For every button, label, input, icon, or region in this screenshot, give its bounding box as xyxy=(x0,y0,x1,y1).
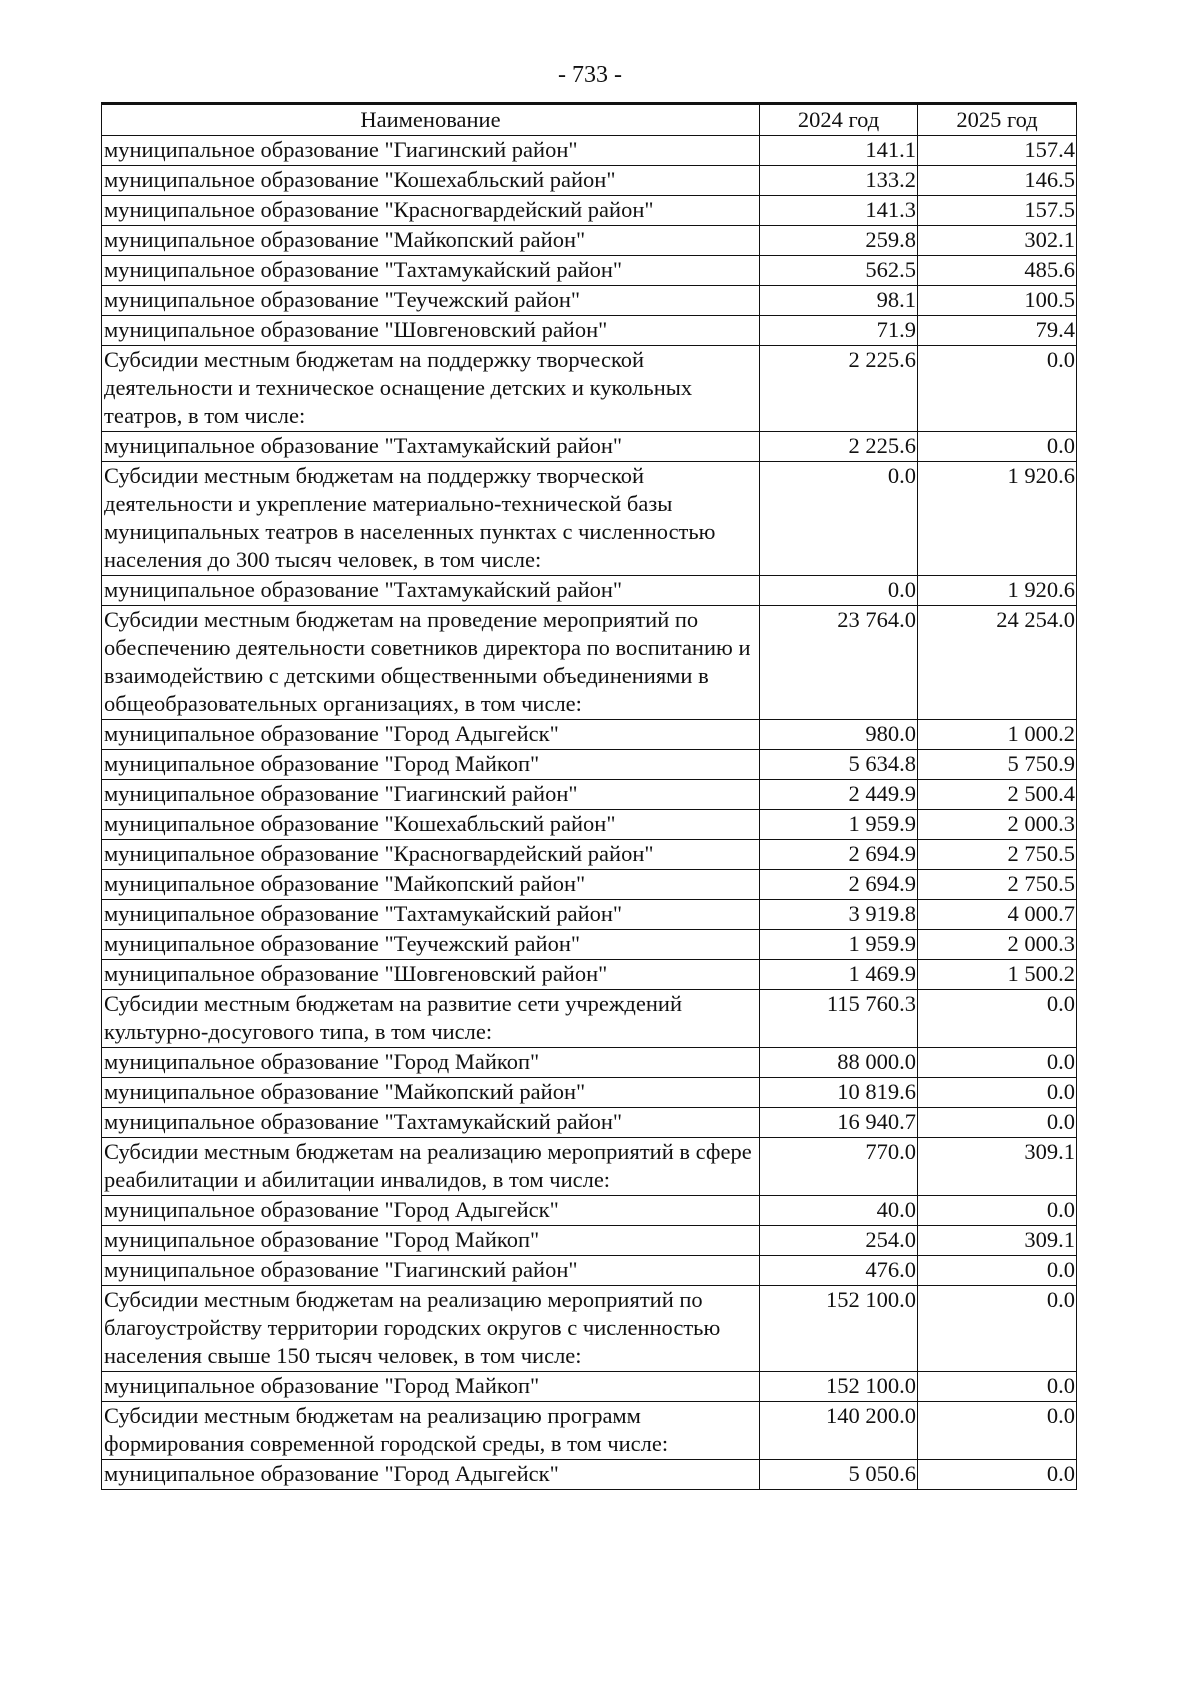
row-name-cell: муниципальное образование "Теучежский район" xyxy=(102,930,760,960)
page-number: - 733 - xyxy=(558,62,622,88)
value-2025-cell: 1 000.2 xyxy=(918,720,1077,750)
header-2025: 2025 год xyxy=(918,104,1077,136)
value-2024-cell: 254.0 xyxy=(760,1226,918,1256)
table-row xyxy=(102,1108,1077,1138)
value-2024-cell: 10 819.6 xyxy=(760,1078,918,1108)
value-2024-cell: 71.9 xyxy=(760,316,918,346)
row-name-cell: муниципальное образование "Тахтамукайский район" xyxy=(102,900,760,930)
table-row xyxy=(102,196,1077,226)
value-2024-cell: 5 634.8 xyxy=(760,750,918,780)
table-row xyxy=(102,576,1077,606)
value-2025-cell: 0.0 xyxy=(918,1286,1077,1372)
value-2025-cell: 0.0 xyxy=(918,1372,1077,1402)
row-name-cell: муниципальное образование "Город Адыгейск" xyxy=(102,720,760,750)
value-2024-cell: 3 919.8 xyxy=(760,900,918,930)
value-2024-cell: 152 100.0 xyxy=(760,1372,918,1402)
row-name-cell: муниципальное образование "Кошехабльский район" xyxy=(102,166,760,196)
table-row xyxy=(102,1078,1077,1108)
table-row xyxy=(102,286,1077,316)
value-2025-cell: 1 920.6 xyxy=(918,462,1077,576)
value-2025-cell: 2 000.3 xyxy=(918,930,1077,960)
table-row xyxy=(102,1286,1077,1372)
table-row xyxy=(102,432,1077,462)
value-2025-cell: 309.1 xyxy=(918,1226,1077,1256)
value-2025-cell: 0.0 xyxy=(918,432,1077,462)
value-2025-cell: 0.0 xyxy=(918,1402,1077,1460)
table-row xyxy=(102,900,1077,930)
value-2025-cell: 0.0 xyxy=(918,1256,1077,1286)
row-name-cell: муниципальное образование "Красногвардейский район" xyxy=(102,840,760,870)
row-name-cell: муниципальное образование "Майкопский район" xyxy=(102,870,760,900)
row-name-cell: муниципальное образование "Город Майкоп" xyxy=(102,1226,760,1256)
budget-table xyxy=(101,102,1077,1490)
row-name-cell: муниципальное образование "Тахтамукайский район" xyxy=(102,432,760,462)
row-name-cell: Субсидии местным бюджетам на поддержку творческой деятельности и укрепление материально-технической базы муниципальных театров в населенных пунктах с численностью населения до 300 тысяч человек, в том числе: xyxy=(102,462,760,576)
value-2025-cell: 2 000.3 xyxy=(918,810,1077,840)
table-row xyxy=(102,1048,1077,1078)
row-name-cell: Субсидии местным бюджетам на развитие сети учреждений культурно-досугового типа, в том числе: xyxy=(102,990,760,1048)
table-row xyxy=(102,1196,1077,1226)
header-name: Наименование xyxy=(102,104,760,136)
table-row xyxy=(102,990,1077,1048)
row-name-cell: муниципальное образование "Майкопский район" xyxy=(102,226,760,256)
table-row xyxy=(102,316,1077,346)
row-name-cell: Субсидии местным бюджетам на реализацию мероприятий в сфере реабилитации и абилитации инвалидов, в том числе: xyxy=(102,1138,760,1196)
row-name-cell: муниципальное образование "Теучежский район" xyxy=(102,286,760,316)
table-row xyxy=(102,256,1077,286)
value-2025-cell: 157.4 xyxy=(918,136,1077,166)
value-2024-cell: 0.0 xyxy=(760,576,918,606)
value-2024-cell: 115 760.3 xyxy=(760,990,918,1048)
table-row xyxy=(102,1402,1077,1460)
value-2024-cell: 562.5 xyxy=(760,256,918,286)
value-2024-cell: 141.3 xyxy=(760,196,918,226)
value-2024-cell: 133.2 xyxy=(760,166,918,196)
value-2025-cell: 4 000.7 xyxy=(918,900,1077,930)
row-name-cell: Субсидии местным бюджетам на поддержку творческой деятельности и техническое оснащение детских и кукольных театров, в том числе: xyxy=(102,346,760,432)
value-2025-cell: 0.0 xyxy=(918,1078,1077,1108)
table-row xyxy=(102,870,1077,900)
value-2025-cell: 0.0 xyxy=(918,1196,1077,1226)
table-row xyxy=(102,1256,1077,1286)
value-2024-cell: 2 225.6 xyxy=(760,432,918,462)
table-row xyxy=(102,1226,1077,1256)
row-name-cell: муниципальное образование "Гиагинский район" xyxy=(102,780,760,810)
value-2024-cell: 2 694.9 xyxy=(760,870,918,900)
row-name-cell: Субсидии местным бюджетам на реализацию программ формирования современной городской среды, в том числе: xyxy=(102,1402,760,1460)
value-2024-cell: 2 449.9 xyxy=(760,780,918,810)
row-name-cell: муниципальное образование "Шовгеновский район" xyxy=(102,316,760,346)
value-2025-cell: 24 254.0 xyxy=(918,606,1077,720)
row-name-cell: муниципальное образование "Тахтамукайский район" xyxy=(102,576,760,606)
value-2024-cell: 16 940.7 xyxy=(760,1108,918,1138)
value-2024-cell: 5 050.6 xyxy=(760,1460,918,1490)
row-name-cell: Субсидии местным бюджетам на реализацию мероприятий по благоустройству территории городских округов с численностью населения свыше 150 тысяч человек, в том числе: xyxy=(102,1286,760,1372)
value-2024-cell: 259.8 xyxy=(760,226,918,256)
value-2024-cell: 140 200.0 xyxy=(760,1402,918,1460)
row-name-cell: муниципальное образование "Тахтамукайский район" xyxy=(102,1108,760,1138)
value-2024-cell: 1 959.9 xyxy=(760,810,918,840)
value-2024-cell: 40.0 xyxy=(760,1196,918,1226)
value-2025-cell: 1 500.2 xyxy=(918,960,1077,990)
row-name-cell: муниципальное образование "Город Адыгейск" xyxy=(102,1460,760,1490)
table-row xyxy=(102,1138,1077,1196)
row-name-cell: муниципальное образование "Город Майкоп" xyxy=(102,1048,760,1078)
table-row xyxy=(102,136,1077,166)
table-row xyxy=(102,1372,1077,1402)
value-2024-cell: 152 100.0 xyxy=(760,1286,918,1372)
row-name-cell: муниципальное образование "Кошехабльский район" xyxy=(102,810,760,840)
value-2024-cell: 98.1 xyxy=(760,286,918,316)
value-2025-cell: 79.4 xyxy=(918,316,1077,346)
value-2025-cell: 1 920.6 xyxy=(918,576,1077,606)
table-row xyxy=(102,960,1077,990)
value-2024-cell: 2 694.9 xyxy=(760,840,918,870)
value-2024-cell: 980.0 xyxy=(760,720,918,750)
value-2025-cell: 302.1 xyxy=(918,226,1077,256)
table-row xyxy=(102,930,1077,960)
value-2025-cell: 2 500.4 xyxy=(918,780,1077,810)
value-2025-cell: 157.5 xyxy=(918,196,1077,226)
value-2025-cell: 0.0 xyxy=(918,346,1077,432)
table-row xyxy=(102,606,1077,720)
table-row xyxy=(102,166,1077,196)
value-2025-cell: 2 750.5 xyxy=(918,870,1077,900)
row-name-cell: муниципальное образование "Город Майкоп" xyxy=(102,1372,760,1402)
value-2025-cell: 0.0 xyxy=(918,990,1077,1048)
value-2024-cell: 476.0 xyxy=(760,1256,918,1286)
row-name-cell: муниципальное образование "Шовгеновский район" xyxy=(102,960,760,990)
table-row xyxy=(102,810,1077,840)
table-row xyxy=(102,720,1077,750)
value-2024-cell: 1 959.9 xyxy=(760,930,918,960)
table-row xyxy=(102,346,1077,432)
value-2024-cell: 141.1 xyxy=(760,136,918,166)
value-2025-cell: 5 750.9 xyxy=(918,750,1077,780)
row-name-cell: муниципальное образование "Гиагинский район" xyxy=(102,1256,760,1286)
value-2025-cell: 485.6 xyxy=(918,256,1077,286)
value-2025-cell: 0.0 xyxy=(918,1460,1077,1490)
header-2024: 2024 год xyxy=(760,104,918,136)
row-name-cell: муниципальное образование "Гиагинский район" xyxy=(102,136,760,166)
row-name-cell: муниципальное образование "Город Майкоп" xyxy=(102,750,760,780)
table-row xyxy=(102,840,1077,870)
row-name-cell: муниципальное образование "Красногвардейский район" xyxy=(102,196,760,226)
value-2025-cell: 0.0 xyxy=(918,1048,1077,1078)
row-name-cell: Субсидии местным бюджетам на проведение мероприятий по обеспечению деятельности советников директора по воспитанию и взаимодействию с детскими общественными объединениями в общеобразовательных организациях, в том числе: xyxy=(102,606,760,720)
table-row xyxy=(102,226,1077,256)
table-row xyxy=(102,1460,1077,1490)
value-2024-cell: 2 225.6 xyxy=(760,346,918,432)
table-header-row xyxy=(102,104,1077,136)
row-name-cell: муниципальное образование "Город Адыгейск" xyxy=(102,1196,760,1226)
row-name-cell: муниципальное образование "Майкопский район" xyxy=(102,1078,760,1108)
value-2025-cell: 146.5 xyxy=(918,166,1077,196)
value-2025-cell: 100.5 xyxy=(918,286,1077,316)
value-2025-cell: 2 750.5 xyxy=(918,840,1077,870)
value-2024-cell: 770.0 xyxy=(760,1138,918,1196)
value-2024-cell: 0.0 xyxy=(760,462,918,576)
value-2024-cell: 88 000.0 xyxy=(760,1048,918,1078)
value-2025-cell: 309.1 xyxy=(918,1138,1077,1196)
value-2025-cell: 0.0 xyxy=(918,1108,1077,1138)
value-2024-cell: 1 469.9 xyxy=(760,960,918,990)
table-row xyxy=(102,462,1077,576)
table-row xyxy=(102,780,1077,810)
value-2024-cell: 23 764.0 xyxy=(760,606,918,720)
row-name-cell: муниципальное образование "Тахтамукайский район" xyxy=(102,256,760,286)
table-row xyxy=(102,750,1077,780)
table-body xyxy=(102,136,1077,1490)
